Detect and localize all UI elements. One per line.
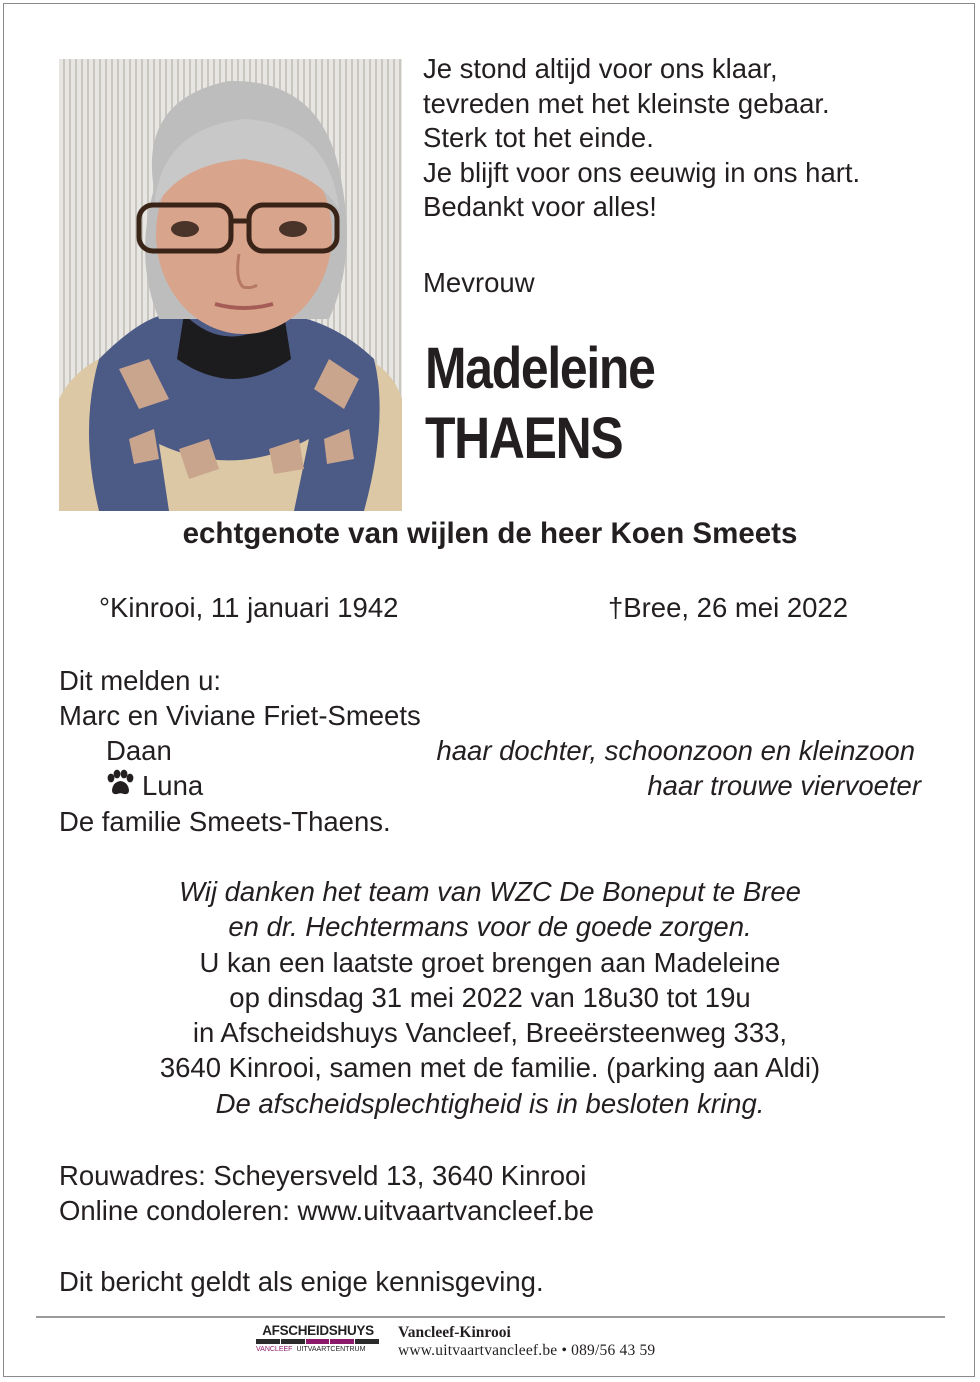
logo-bar <box>256 1339 280 1344</box>
logo-bar <box>355 1339 379 1344</box>
logo-bar <box>306 1339 330 1344</box>
logo-bar <box>330 1339 354 1344</box>
logo-color-bars <box>256 1339 380 1344</box>
memorial-poem <box>423 52 860 225</box>
logo-wordmark: AFSCHEIDSHUYS <box>262 1323 374 1338</box>
logo-bar <box>281 1339 305 1344</box>
spouse-line: echtgenote van wijlen de heer Koen Smeets <box>182 517 798 550</box>
birth-info: °Kinrooi, 11 januari 1942 <box>99 592 399 623</box>
pet-name: Luna <box>142 770 204 801</box>
paw-icon <box>104 769 134 805</box>
poem-line: Bedankt voor alles! <box>423 191 657 222</box>
logo-sub-left: VANCLEEF <box>256 1346 293 1353</box>
visitation-line: U kan een laatste groet brengen aan Madeleine <box>199 946 781 978</box>
last-name: THAENS <box>425 406 623 471</box>
poem-line: Sterk tot het einde. <box>423 122 654 153</box>
footer-company: Vancleef-Kinrooi <box>398 1324 511 1341</box>
announcer-line: Marc en Viviane Friet-Smeets <box>59 700 421 731</box>
poem-line: tevreden met het kleinste gebaar. <box>423 87 830 119</box>
pet-line <box>104 768 203 805</box>
portrait-illustration <box>59 59 402 511</box>
poem-line: Je blijft voor ons eeuwig in ons hart. <box>423 156 861 188</box>
honorific: Mevrouw <box>423 267 535 298</box>
grandchild-name: Daan <box>106 735 172 766</box>
funeral-home-logo <box>256 1323 380 1354</box>
mourning-address: Rouwadres: Scheyersveld 13, 3640 Kinrooi <box>59 1160 587 1191</box>
footer-divider <box>36 1316 945 1318</box>
logo-sub-right: UITVAARTCENTRUM <box>296 1346 366 1353</box>
pet-relation: haar trouwe viervoeter <box>647 770 921 801</box>
visitation-line: 3640 Kinrooi, samen met de familie. (parking aan Aldi) <box>159 1052 821 1084</box>
first-name: Madeleine <box>425 336 655 401</box>
footer-contact: www.uitvaartvancleef.be • 089/56 43 59 <box>398 1342 656 1359</box>
ceremony-line: De afscheidsplechtigheid is in besloten kring. <box>215 1087 765 1119</box>
notice-line: Dit bericht geldt als enige kennisgeving. <box>59 1266 544 1297</box>
announcers-intro: Dit melden u: <box>59 665 222 696</box>
grandchild-relation: haar dochter, schoonzoon en kleinzoon <box>436 735 915 766</box>
visitation-line: in Afscheidshuys Vancleef, Breeërsteenweg 333, <box>192 1017 788 1049</box>
portrait-photo <box>59 59 402 511</box>
family-line: De familie Smeets-Thaens. <box>59 806 391 837</box>
deceased-name <box>425 334 655 474</box>
thanks-line: Wij danken het team van WZC De Boneput te Bree <box>179 876 801 907</box>
visitation-line: op dinsdag 31 mei 2022 van 18u30 tot 19u <box>229 981 751 1013</box>
thanks-line: en dr. Hechtermans voor de goede zorgen. <box>228 911 752 943</box>
poem-line: Je stond altijd voor ons klaar, <box>423 53 778 84</box>
death-info: †Bree, 26 mei 2022 <box>608 592 849 623</box>
message-block <box>0 874 980 1121</box>
online-condolence: Online condoleren: www.uitvaartvancleef.be <box>59 1195 595 1226</box>
logo-subtitle <box>256 1345 380 1354</box>
